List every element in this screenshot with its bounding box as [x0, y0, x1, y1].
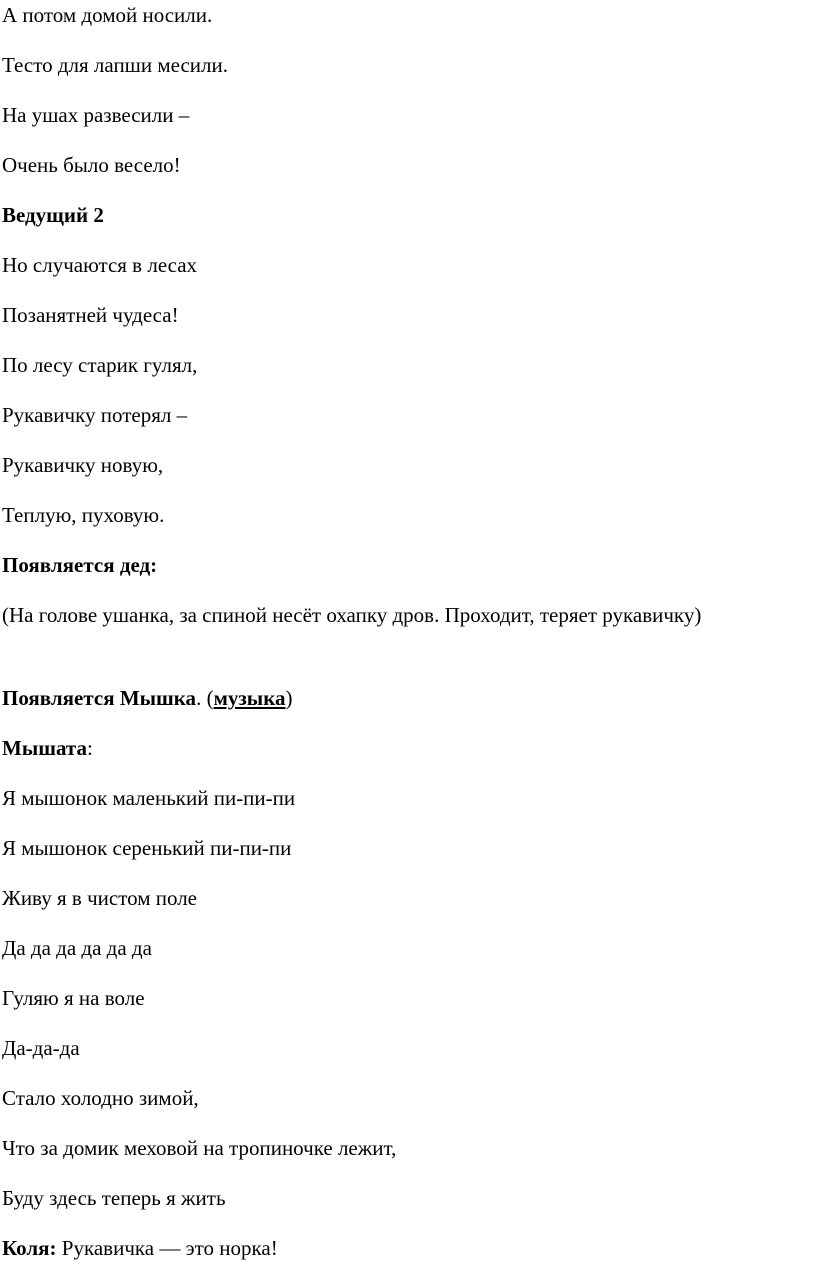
- dialogue-line: [2, 1235, 278, 1261]
- stage-heading: [2, 552, 157, 578]
- poem-line: По лесу старик гулял,: [2, 353, 198, 377]
- speaker-name: Мышата: [2, 736, 87, 760]
- poem-line: Позанятней чудеса!: [2, 303, 179, 327]
- speaker-heading: [2, 735, 93, 761]
- punctuation: . (: [196, 686, 214, 710]
- poem-line: На ушах развесили –: [2, 103, 190, 127]
- poem-line: Очень было весело!: [2, 153, 181, 177]
- stage-heading: [2, 685, 292, 711]
- punctuation: :: [86, 736, 93, 760]
- poem-line: Я мышонок серенький пи-пи-пи: [2, 836, 292, 860]
- music-link[interactable]: музыка: [213, 686, 286, 710]
- poem-line: Буду здесь теперь я жить: [2, 1186, 226, 1210]
- stage-direction-title: Появляется дед:: [2, 553, 158, 577]
- dialogue-text: Рукавичка — это норка!: [56, 1236, 278, 1260]
- poem-line: Рукавичку новую,: [2, 453, 164, 477]
- poem-line: Теплую, пуховую.: [2, 503, 165, 527]
- punctuation: ): [285, 686, 293, 710]
- poem-line: Но случаются в лесах: [2, 253, 198, 277]
- speaker-heading: [2, 202, 104, 228]
- poem-line: Тесто для лапши месили.: [2, 53, 228, 77]
- stage-direction-title: Появляется Мышка: [2, 686, 197, 710]
- poem-line: Что за домик меховой на тропиночке лежит,: [2, 1136, 397, 1160]
- speaker-name: Ведущий 2: [2, 203, 104, 227]
- poem-line: Да да да да да да: [2, 936, 152, 960]
- poem-line: Живу я в чистом поле: [2, 886, 197, 910]
- poem-line: А потом домой носили.: [2, 3, 213, 27]
- poem-line: Рукавичку потерял –: [2, 403, 188, 427]
- poem-line: Я мышонок маленький пи-пи-пи: [2, 786, 296, 810]
- stage-direction: (На голове ушанка, за спиной несёт охапку дров. Проходит, теряет рукавичку): [2, 603, 702, 627]
- speaker-name: Коля:: [2, 1236, 57, 1260]
- poem-line: Стало холодно зимой,: [2, 1086, 199, 1110]
- poem-line: Да-да-да: [2, 1036, 80, 1060]
- poem-line: Гуляю я на воле: [2, 986, 145, 1010]
